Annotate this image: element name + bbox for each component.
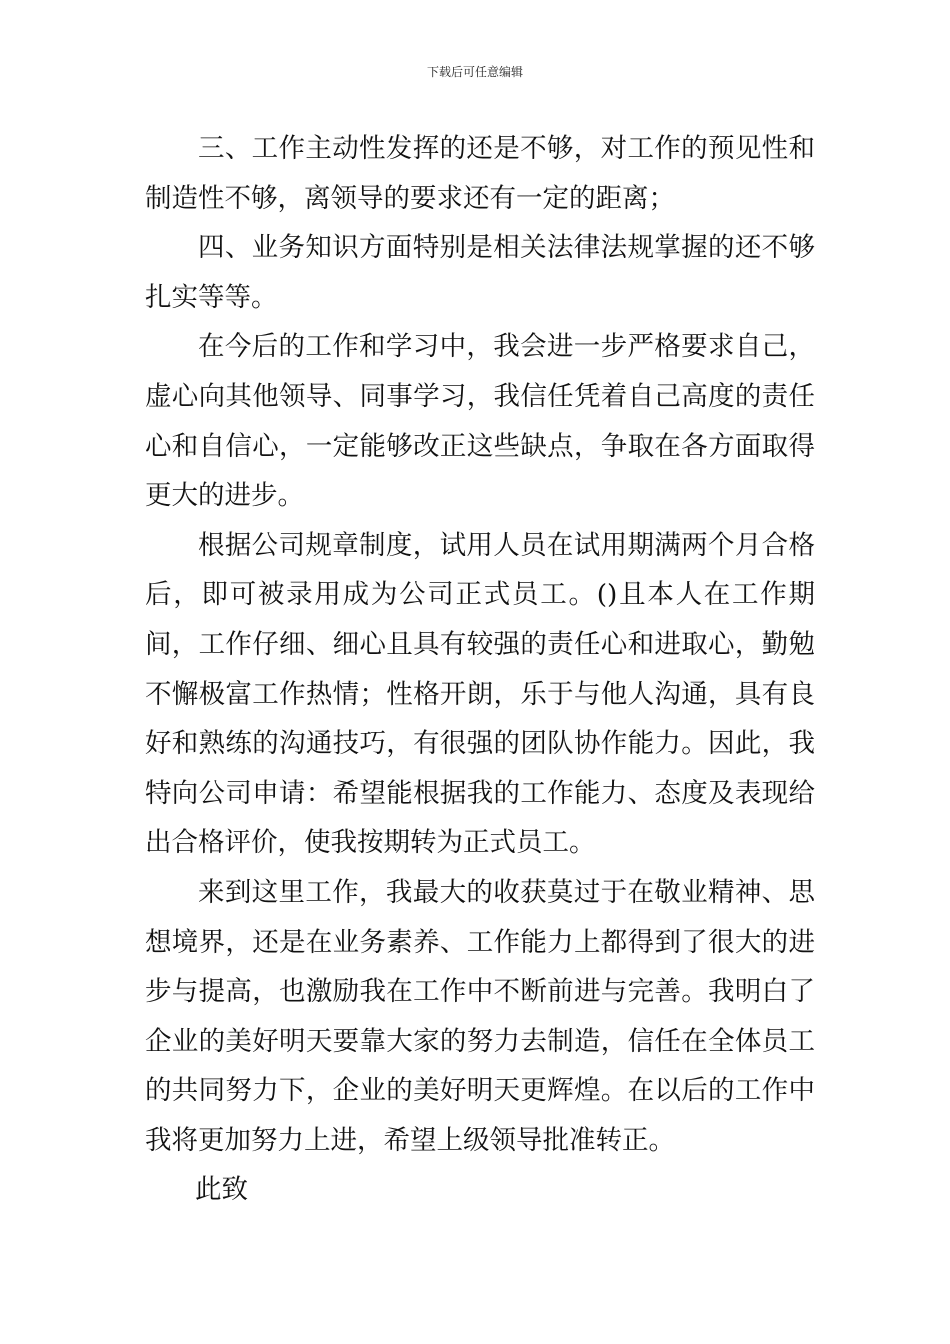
document-body bbox=[145, 124, 815, 1215]
paragraph-application: 根据公司规章制度，试用人员在试用期满两个月合格后，即可被录用成为公司正式员工。()且本人在工作期间，工作仔细、细心且具有较强的责任心和进取心，勤勉不懈极富工作热情；性格开朗，乐于与他人沟通，具有良好和熟练的沟通技巧，有很强的团队协作能力。因此，我特向公司申请：希望能根据我的工作能力、态度及表现给出合格评价，使我按期转为正式员工。 bbox=[145, 529, 815, 859]
paragraph-weakness-knowledge: 四、业务知识方面特别是相关法律法规掌握的还不够扎实等等。 bbox=[145, 232, 815, 313]
paragraph-future-plan: 在今后的工作和学习中，我会进一步严格要求自己，虚心向其他领导、同事学习，我信任凭着自己高度的责任心和自信心，一定能够改正这些缺点，争取在各方面取得更大的进步。 bbox=[145, 331, 815, 512]
page-header: 下载后可任意编辑 bbox=[426, 65, 523, 79]
closing-salutation: 此致 bbox=[195, 1174, 248, 1206]
paragraph-weakness-initiative: 三、工作主动性发挥的还是不够，对工作的预见性和制造性不够，离领导的要求还有一定的距离； bbox=[145, 133, 815, 214]
paragraph-gains: 来到这里工作，我最大的收获莫过于在敬业精神、思想境界，还是在业务素养、工作能力上都得到了很大的进步与提高，也激励我在工作中不断前进与完善。我明白了企业的美好明天要靠大家的努力去制造，信任在全体员工的共同努力下，企业的美好明天更辉煌。在以后的工作中我将更加努力上进，希望上级领导批准转正。 bbox=[145, 876, 815, 1156]
